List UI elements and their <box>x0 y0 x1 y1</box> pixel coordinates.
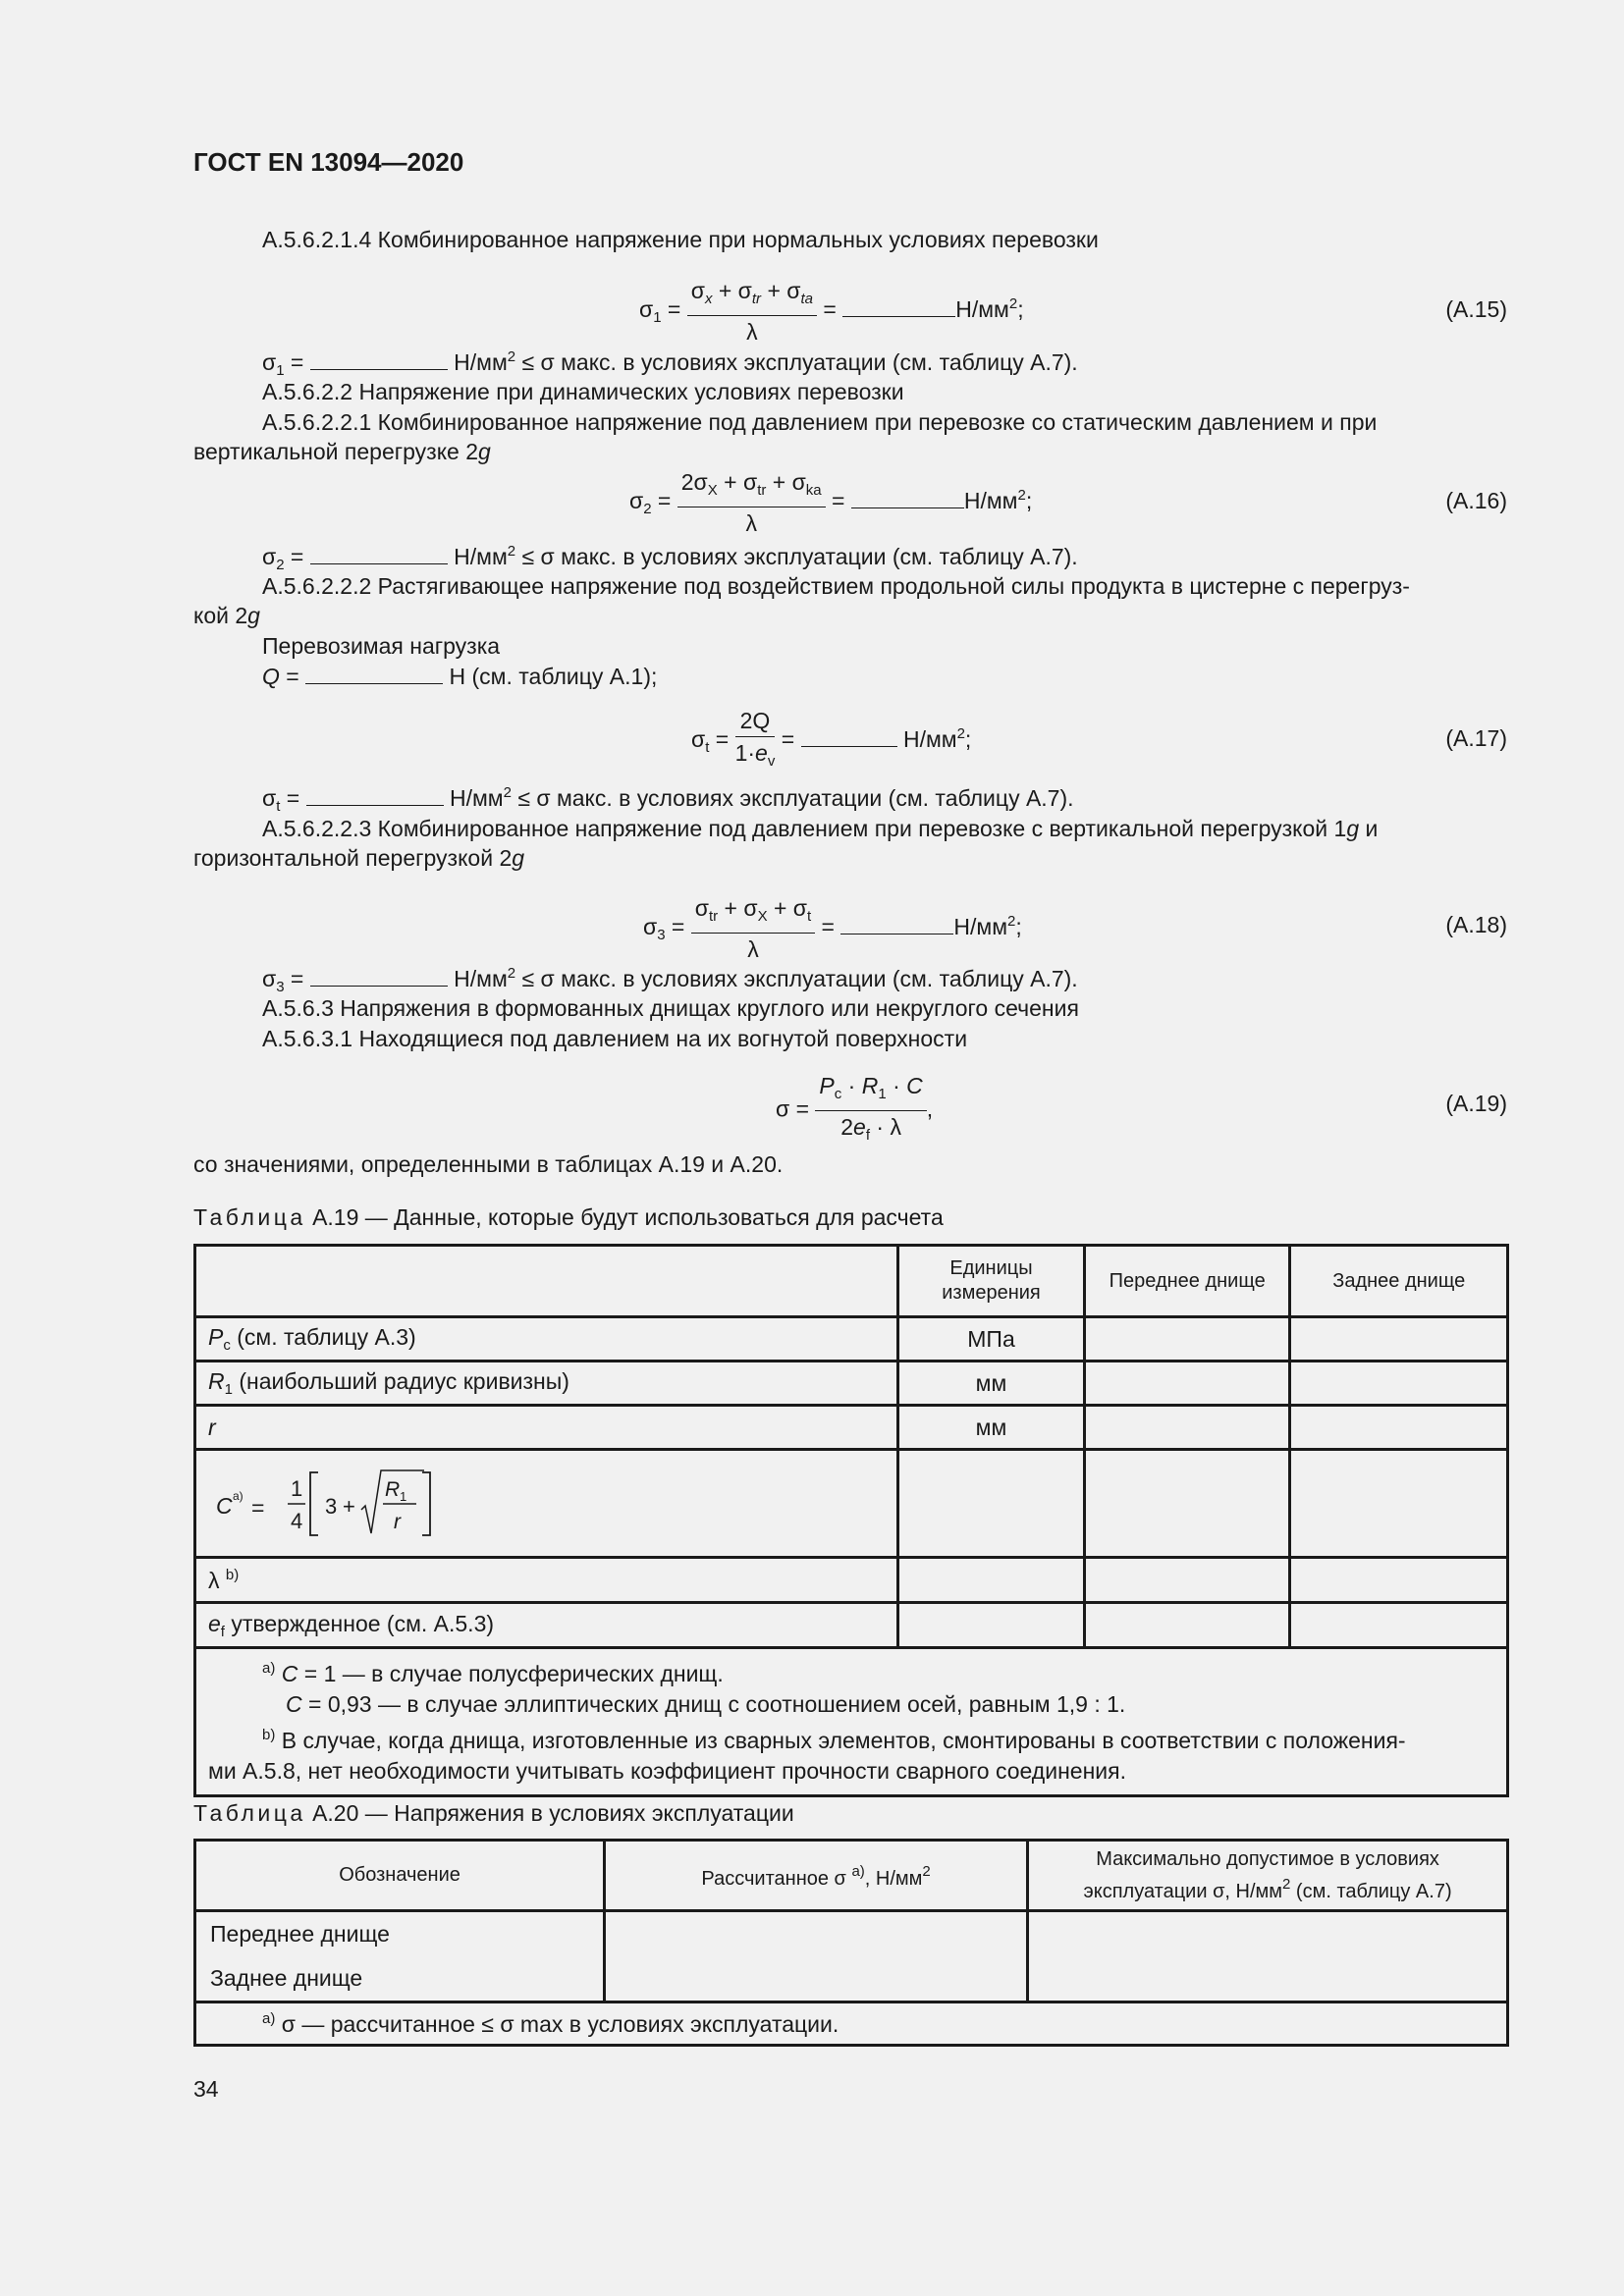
paragraph-a-5-6-2-2-2-line1: А.5.6.2.2.2 Растягивающее напряжение под воздействием продольной силы продукта в цистерне с перегруз- <box>262 573 1410 599</box>
page-number: 34 <box>193 2076 219 2102</box>
formula-c-graphic <box>208 1465 434 1543</box>
table-header-row <box>195 1841 1508 1911</box>
table-row <box>195 1362 1508 1406</box>
note-a-line1: $^{a)}$ C = 1 — в случае полусферических днищ. <box>262 1660 724 1686</box>
table-cell <box>1290 1362 1508 1406</box>
table-row <box>195 1603 1508 1648</box>
svg-text:C: C <box>216 1492 233 1519</box>
row-label-rear: Заднее днище <box>210 1965 363 1991</box>
table-cell-unit: МПа <box>898 1317 1085 1362</box>
svg-text:a): a) <box>233 1488 244 1503</box>
table-cell <box>1290 1317 1508 1362</box>
note-a-line2: C = 0,93 — в случае эллиптических днищ с соотношением осей, равным 1,9 : 1. <box>286 1691 1126 1717</box>
svg-text:r: r <box>394 1510 401 1533</box>
svg-text:3: 3 <box>325 1493 338 1519</box>
equation-a18: $\sigma_3$ = $\frac{\sigma_{tr} + \sigma_X + \sigma_t}{\lambda}$ = $Н/мм^2$; <box>643 892 1022 965</box>
table-cell-unit: мм <box>898 1362 1085 1406</box>
table-cell-designation <box>195 1911 605 2002</box>
paragraph-a-5-6-2-1-4: А.5.6.2.1.4 Комбинированное напряжение при нормальных условиях перевозки <box>262 227 1099 252</box>
load-q-line: Q = Н (см. таблицу А.1); <box>262 664 658 689</box>
table-cell <box>1290 1450 1508 1558</box>
paragraph-a-5-6-2-2-1-line1: А.5.6.2.2.1 Комбинированное напряжение под давлением при перевозке со статическим давлением и при <box>262 409 1378 435</box>
table-cell-parameter <box>195 1450 898 1558</box>
condition-sigma1: $\sigma_1 = Н/мм^2 \le \sigma$ макс. в условиях эксплуатации (см. таблицу А.7). <box>262 348 1078 379</box>
table-cell <box>605 1911 1028 2002</box>
equation-a19: σ = $\frac{P_c \cdot R_1 \cdot C}{2e_f \cdot \lambda}$ , <box>776 1070 933 1151</box>
table-row <box>195 1558 1508 1603</box>
table-cell <box>1290 1558 1508 1603</box>
table-header-cell: Заднее днище <box>1290 1246 1508 1317</box>
table-notes-row <box>195 1648 1508 1796</box>
table-cell <box>1290 1406 1508 1450</box>
table-row <box>195 1911 1508 2002</box>
condition-sigma3: $\sigma_3 = Н/мм^2 \le \sigma$ макс. в условиях эксплуатации (см. таблицу А.7). <box>262 965 1078 995</box>
table-header-cell: Рассчитанное σ $^{a)}$, $Н/мм^2$ <box>605 1841 1028 1911</box>
table-cell <box>1084 1558 1290 1603</box>
table-cell-parameter: $e_f$ утвержденное (см. А.5.3) <box>195 1603 898 1648</box>
table-header-cell: Единицы измерения <box>898 1246 1085 1317</box>
table-header-cell <box>195 1246 898 1317</box>
table-a20 <box>193 1839 1509 2047</box>
condition-sigma2: $\sigma_2 = Н/мм^2 \le \sigma$ макс. в условиях эксплуатации (см. таблицу А.7). <box>262 543 1078 573</box>
equation-a16: $\sigma_2$ = $\frac{2\sigma_X + \sigma_{tr} + \sigma_{ka}}{\lambda}$ = $Н/мм^2$; <box>629 466 1032 539</box>
table-cell <box>1084 1603 1290 1648</box>
table-cell <box>1084 1317 1290 1362</box>
paragraph-values-reference: со значениями, определенными в таблицах А.19 и А.20. <box>193 1151 784 1177</box>
table-row <box>195 1317 1508 1362</box>
svg-text:1: 1 <box>291 1475 303 1501</box>
svg-text:=: = <box>251 1494 265 1521</box>
table-cell-unit: мм <box>898 1406 1085 1450</box>
equation-number-a17: (А.17) <box>1445 725 1507 751</box>
table-cell <box>1084 1406 1290 1450</box>
table-cell <box>1084 1450 1290 1558</box>
equation-number-a19: (А.19) <box>1445 1091 1507 1116</box>
equation-number-a16: (А.16) <box>1445 488 1507 513</box>
table-header-cell: Максимально допустимое в условиях эксплуатации σ, $Н/мм^2$ (см. таблицу А.7) <box>1028 1841 1508 1911</box>
svg-text:+: + <box>343 1493 355 1519</box>
table-cell-parameter: λ $^{b)}$ <box>195 1558 898 1603</box>
table-a19 <box>193 1244 1509 1797</box>
table-notes <box>195 1648 1508 1796</box>
equation-a15: $\sigma_1$ = $\frac{\sigma_x + \sigma_{tr} + \sigma_{ta}}{\lambda}$ = $Н/мм^2$; <box>639 275 1024 347</box>
condition-sigma-t: $\sigma_t = Н/мм^2 \le \sigma$ макс. в условиях эксплуатации (см. таблицу А.7). <box>262 784 1074 815</box>
svg-text:R: R <box>385 1477 401 1501</box>
equation-number-a15: (А.15) <box>1445 296 1507 322</box>
svg-text:1: 1 <box>400 1488 407 1504</box>
paragraph-load-label: Перевозимая нагрузка <box>262 633 501 659</box>
row-label-front: Переднее днище <box>210 1921 390 1947</box>
table-cell <box>1028 1911 1508 2002</box>
paragraph-a-5-6-2-2-3-line2: горизонтальной перегрузкой 2g <box>193 845 525 871</box>
paragraph-a-5-6-3: А.5.6.3 Напряжения в формованных днищах круглого или некруглого сечения <box>262 995 1079 1021</box>
table-note: $^{a)}$ σ — рассчитанное ≤ σ max в условиях эксплуатации. <box>195 2002 1508 2046</box>
table-a20-caption: Таблица А.20 — Напряжения в условиях эксплуатации <box>193 1800 794 1826</box>
svg-text:4: 4 <box>291 1508 303 1533</box>
paragraph-a-5-6-2-2-3-line1: А.5.6.2.2.3 Комбинированное напряжение под давлением при перевозке с вертикальной перегрузкой 1g и <box>262 816 1379 841</box>
note-b-line2: ми А.5.8, нет необходимости учитывать коэффициент прочности сварного соединения. <box>208 1758 1126 1784</box>
table-a19-caption: Таблица А.19 — Данные, которые будут использоваться для расчета <box>193 1204 944 1230</box>
table-cell <box>898 1558 1085 1603</box>
paragraph-a-5-6-3-1: А.5.6.3.1 Находящиеся под давлением на их вогнутой поверхности <box>262 1026 968 1051</box>
paragraph-a-5-6-2-2-1-line2: вертикальной перегрузке 2g <box>193 439 491 464</box>
table-row <box>195 1406 1508 1450</box>
table-row <box>195 1450 1508 1558</box>
table-cell-parameter: $R_1$ (наибольший радиус кривизны) <box>195 1362 898 1406</box>
table-cell <box>898 1450 1085 1558</box>
table-header-cell: Обозначение <box>195 1841 605 1911</box>
paragraph-a-5-6-2-2-2-line2: кой 2g <box>193 603 260 628</box>
table-cell-parameter: $P_c$ (см. таблицу А.3) <box>195 1317 898 1362</box>
table-header-row <box>195 1246 1508 1317</box>
equation-number-a18: (А.18) <box>1445 912 1507 937</box>
document-header: ГОСТ EN 13094—2020 <box>193 147 464 177</box>
table-header-cell: Переднее днище <box>1084 1246 1290 1317</box>
table-cell-parameter: r <box>195 1406 898 1450</box>
paragraph-a-5-6-2-2: А.5.6.2.2 Напряжение при динамических условиях перевозки <box>262 379 904 404</box>
equation-a17: $\sigma_t$ = $\frac{2Q}{1\cdot e_v}$ = $Н/мм^2$; <box>691 705 971 777</box>
table-notes-row <box>195 2002 1508 2046</box>
table-cell <box>1084 1362 1290 1406</box>
table-cell <box>898 1603 1085 1648</box>
table-cell <box>1290 1603 1508 1648</box>
note-b-line1: $^{b)}$ В случае, когда днища, изготовленные из сварных элементов, смонтированы в соответствии с положения- <box>262 1727 1406 1753</box>
